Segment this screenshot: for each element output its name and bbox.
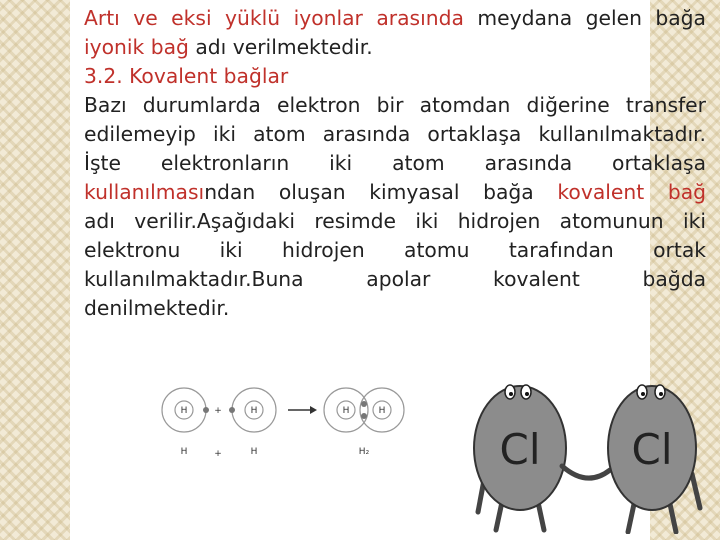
chlorine-mascots-illustration (462, 362, 712, 534)
shared-electron-2 (361, 413, 367, 419)
intro-line-1 (84, 4, 706, 33)
plus-sign: + (214, 406, 222, 416)
electron-1 (203, 407, 209, 413)
mascot-left-leg-left (496, 502, 502, 530)
mascot-left-pupil-left (509, 392, 513, 396)
mascot-right-arm-right (692, 474, 700, 508)
molecule-formula: H₂ (358, 447, 370, 457)
bottom-label-plus: + (214, 449, 222, 459)
molecule-atom-1-label: H (342, 406, 350, 416)
mascot-right-pupil-right (659, 392, 663, 396)
mascot-right-eye-right (655, 385, 665, 399)
mascot-right (608, 385, 700, 532)
mascot-left (474, 385, 566, 530)
atom-2-label: H (250, 406, 258, 416)
shared-electron-1 (361, 401, 367, 407)
decorative-border-left (0, 0, 70, 540)
body-colored-word: kullanılması (84, 180, 205, 204)
holding-hands (562, 466, 610, 478)
bottom-label-h2: H (250, 447, 258, 457)
body-line-3: İşte elektronların iki atom arasında ortaklaşa (84, 151, 706, 175)
mascot-right-leg-right (670, 504, 676, 532)
intro-text: meydana gelen bağa (463, 6, 706, 30)
ionic-bond-term: iyonik bağ (84, 35, 189, 59)
body-line-8: denilmektedir. (84, 296, 230, 320)
mascot-right-label: Cl (631, 425, 673, 474)
body-line-4 (84, 178, 706, 207)
body-line-5: adı verilir.Aşağıdaki resimde iki hidrojen atomunun iki (84, 209, 706, 233)
body-line-6: elektronu iki hidrojen atomu tarafından ortak (84, 238, 706, 262)
molecule-atom-2-label: H (378, 406, 386, 416)
slide-content (84, 4, 706, 323)
electron-2 (229, 407, 235, 413)
mascot-right-leg-left (628, 504, 634, 532)
mascot-left-label: Cl (499, 425, 541, 474)
intro-text-end: adı verilmektedir. (188, 35, 373, 59)
mascot-left-eye-right (521, 385, 531, 399)
intro-line-2 (84, 33, 706, 62)
mascot-left-leg-right (538, 502, 544, 530)
mascot-right-eye-left (637, 385, 647, 399)
atom-1-label: H (180, 406, 188, 416)
mascot-left-eye-left (505, 385, 515, 399)
covalent-bond-term: kovalent bağ (557, 180, 707, 204)
intro-colored-text: Artı ve eksi yüklü iyonlar arasında (84, 6, 464, 30)
body-line-7: kullanılmaktadır.Buna apolar kovalent bağda (84, 267, 706, 291)
mascot-left-pupil-right (525, 392, 529, 396)
hydrogen-bond-diagram (160, 380, 420, 470)
bottom-label-h1: H (180, 447, 188, 457)
body-line-1: Bazı durumlarda elektron bir atomdan diğerine transfer (84, 93, 706, 117)
section-heading: 3.2. Kovalent bağlar (84, 64, 289, 88)
body-line-2: edilemeyip iki atom arasında ortaklaşa kullanılmaktadır. (84, 122, 706, 146)
mascot-right-pupil-left (641, 392, 645, 396)
body-text: ndan oluşan kimyasal bağa (204, 180, 558, 204)
